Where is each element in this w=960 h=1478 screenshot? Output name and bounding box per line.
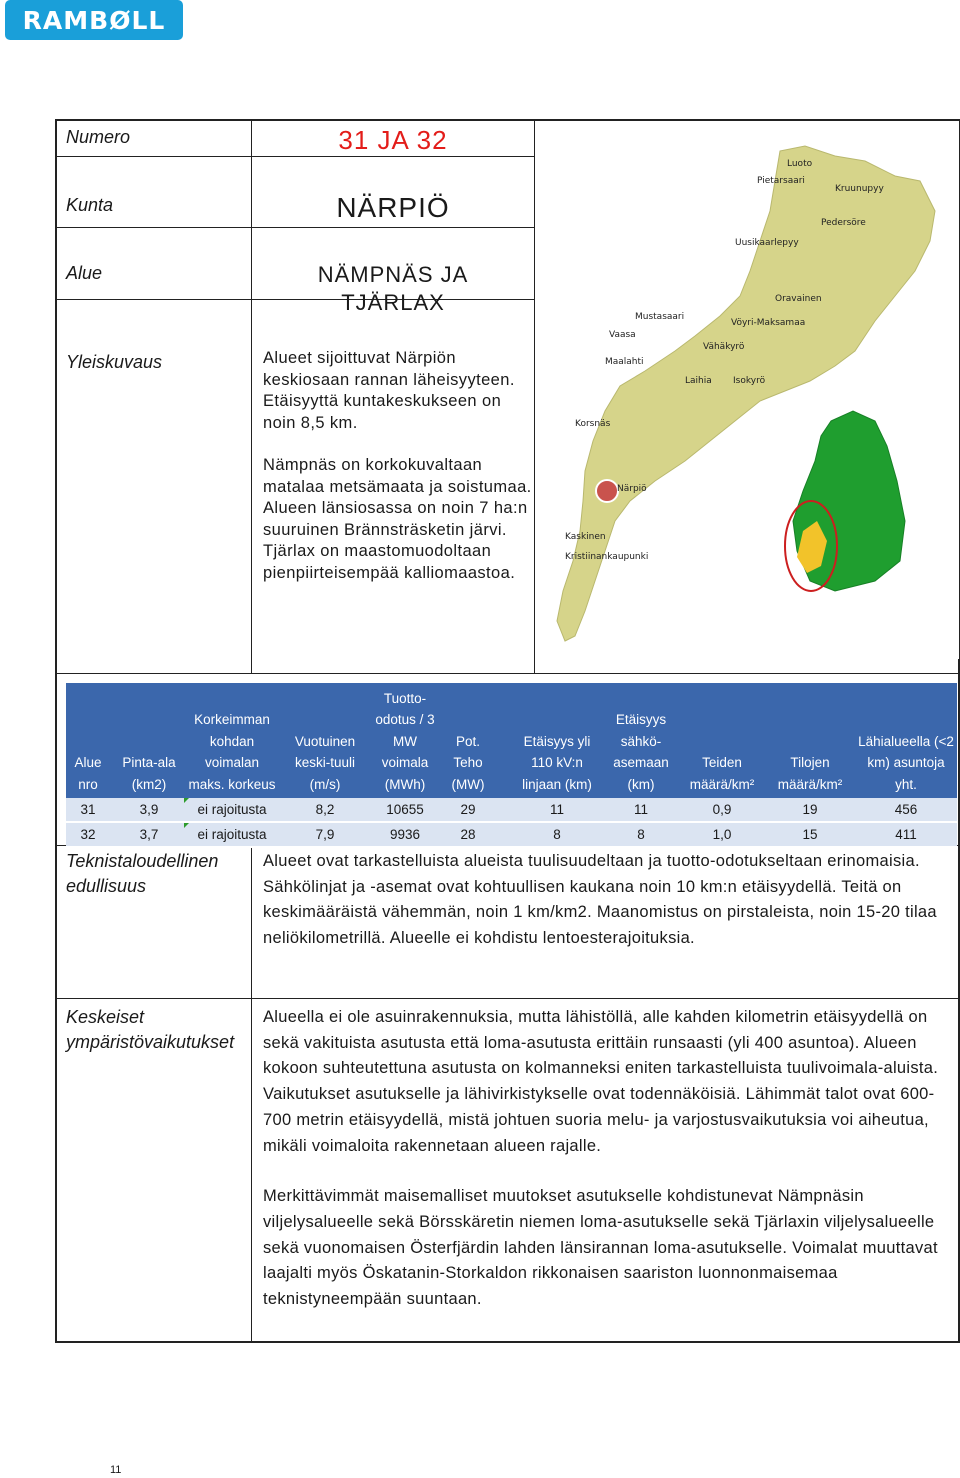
cell: 3,7 (139, 827, 159, 842)
wind-area-table (66, 683, 957, 848)
place-vaasa: Vaasa (609, 330, 636, 340)
place-voyri-maksamaa: Vöyri-Maksamaa (731, 318, 806, 328)
place-kaskinen: Kaskinen (565, 532, 606, 542)
th-asunnot: Lähialueella (<2 km) asuntoja yht. (858, 733, 954, 792)
cell: 31 (80, 802, 96, 817)
label-ymparisto: Keskeiset ympäristövaikutukset (66, 1007, 235, 1052)
cell: 1,0 (712, 827, 732, 842)
place-pietarsaari: Pietarsaari (757, 176, 805, 186)
place-korsnas: Korsnäs (575, 419, 611, 429)
general-description: Alueet sijoittuvat Närpiön keskiosaan rannan läheisyyteen. Etäisyyttä kuntakeskukseen on noin 8,5 km. Nämpnäs on korkokuvaltaan matalaa metsämaata ja soistumaa. Alueen länsiosassa on noin 7 ha:n suuruinen Brännsträsketin järvi. Tjärlax on maastomuodoltaan pienpiirteisempää kalliomaastoa. (263, 349, 532, 582)
cell: 411 (895, 827, 917, 842)
cell: 8 (553, 827, 561, 842)
cell: 0,9 (712, 802, 732, 817)
place-uusikaarlepyy: Uusikaarlepyy (735, 238, 799, 248)
area-name: NÄMPNÄS JA TJÄRLAX (317, 262, 469, 315)
place-isokyro: Isokyrö (733, 376, 766, 386)
label-kunta: Kunta (66, 195, 114, 215)
cell: 32 (80, 827, 96, 842)
cell: 11 (633, 802, 648, 817)
cell: 9936 (389, 827, 421, 842)
place-narpio: Närpiö (617, 484, 647, 494)
cell: 15 (802, 827, 818, 842)
th-alue-nro: Alue nro (74, 755, 102, 792)
th-tuotto: Tuotto-odotus / 3 MW voimala (MWh) (375, 690, 435, 792)
label-numero: Numero (66, 127, 131, 147)
cell: 11 (549, 802, 564, 817)
place-kruunupyy: Kruunupyy (835, 184, 884, 194)
cell: ei rajoitusta (197, 802, 267, 817)
cell: 29 (460, 802, 476, 817)
place-vahakyro: Vähäkyrö (703, 342, 745, 352)
cell: ei rajoitusta (197, 827, 267, 842)
th-tuuli: Vuotuinen keski-tuuli (m/s) (294, 733, 356, 792)
location-map (535, 121, 959, 659)
place-luoto: Luoto (787, 159, 813, 169)
environmental-impacts-text: Alueella ei ole asuinrakennuksia, mutta lähistöllä, alle kahden kilometrin etäisyydellä on sekä vakituista asutusta että loma-asutusta erittäin runsaasti (yli 400 asuntoa). Alueen kokoon suhteutettuna asutusta on kolmanneksi eniten tarkastelluista tuulivoimala-aluista. Vaikutukset asutukselle ja lähivirkistykselle ovat todennäköisiä. Lähimmät talot ovat 600-700 metrin etäisyydellä, mistä johtuen suoria melu- ja varjostusvaikutuksia voi aiheutua, mikäli voimaloita rakennetaan alueen rajalle. Merkittävimmät maisemalliset muutokset asutukselle kohdistunevat Nämpnäsin viljelysalueelle sekä Börsskäretin niemen loma-asutukselle sekä Tjärlaxin viljelysalueelle sekä vuonomaisen Österfjärdin lahden länsirannan loma-asutukselle. Voimalat muuttavat laajalti myös Öskatanin-Storkaldon rikkonaisen saariston luonnonmaisemaa teknistyneempään suuntaan. (263, 1008, 939, 1309)
label-teknistaloudellinen: Teknistaloudellinen edullisuus (66, 851, 219, 896)
cell: 3,9 (139, 802, 159, 817)
cell: 8 (637, 827, 645, 842)
technical-economic-text: Alueet ovat tarkastelluista alueista tuulisuudeltaan ja tuotto-odotukseltaan erinomaisia. Sähkölinjat ja -asemat ovat kohtuullisen kaukana noin 10 km:n etäisyydellä. Teitä on keskimääräistä vähemmän, noin 1 km/km2. Maanomistus on pirstaleista, noin 15-20 tilaa neliökilometrillä. Alueelle ei kohdistu lentoesterajoituksia. (263, 852, 937, 948)
cell: 8,2 (315, 802, 335, 817)
th-tilat: Tilojen määrä/km² (777, 755, 843, 792)
label-yleiskuvaus: Yleiskuvaus (66, 352, 163, 372)
place-kristiinankaupunki: Kristiinankaupunki (565, 552, 649, 562)
place-oravainen: Oravainen (775, 294, 822, 304)
cell: 7,9 (315, 827, 335, 842)
th-teho: Pot. Teho (MW) (451, 733, 485, 792)
cell: 10655 (386, 802, 424, 817)
page-number: 11 (110, 1464, 122, 1476)
area-number: 31 JA 32 (338, 125, 448, 155)
table-row (66, 823, 957, 848)
label-alue: Alue (66, 263, 103, 283)
th-asema: Etäisyys sähkö-asemaan (km) (613, 712, 669, 792)
th-linja: Etäisyys yli 110 kV:n linjaan (km) (522, 733, 592, 792)
table-header (66, 683, 957, 798)
ramboll-logo: RAMBØLL (5, 0, 183, 40)
place-mustasaari: Mustasaari (635, 312, 685, 322)
cell: 456 (894, 802, 918, 817)
municipality-name: NÄRPIÖ (336, 192, 450, 223)
th-tiet: Teiden määrä/km² (689, 755, 755, 792)
place-laihia: Laihia (685, 376, 712, 386)
cell: 19 (802, 802, 818, 817)
table-row (66, 798, 957, 823)
place-maalahti: Maalahti (605, 357, 644, 367)
th-korkeus: Korkeimman kohdan voimalan maks. korkeus (188, 712, 276, 792)
th-pinta-ala: Pinta-ala (km2) (122, 755, 176, 792)
place-pedersore: Pedersöre (821, 218, 866, 228)
cell: 28 (460, 827, 476, 842)
